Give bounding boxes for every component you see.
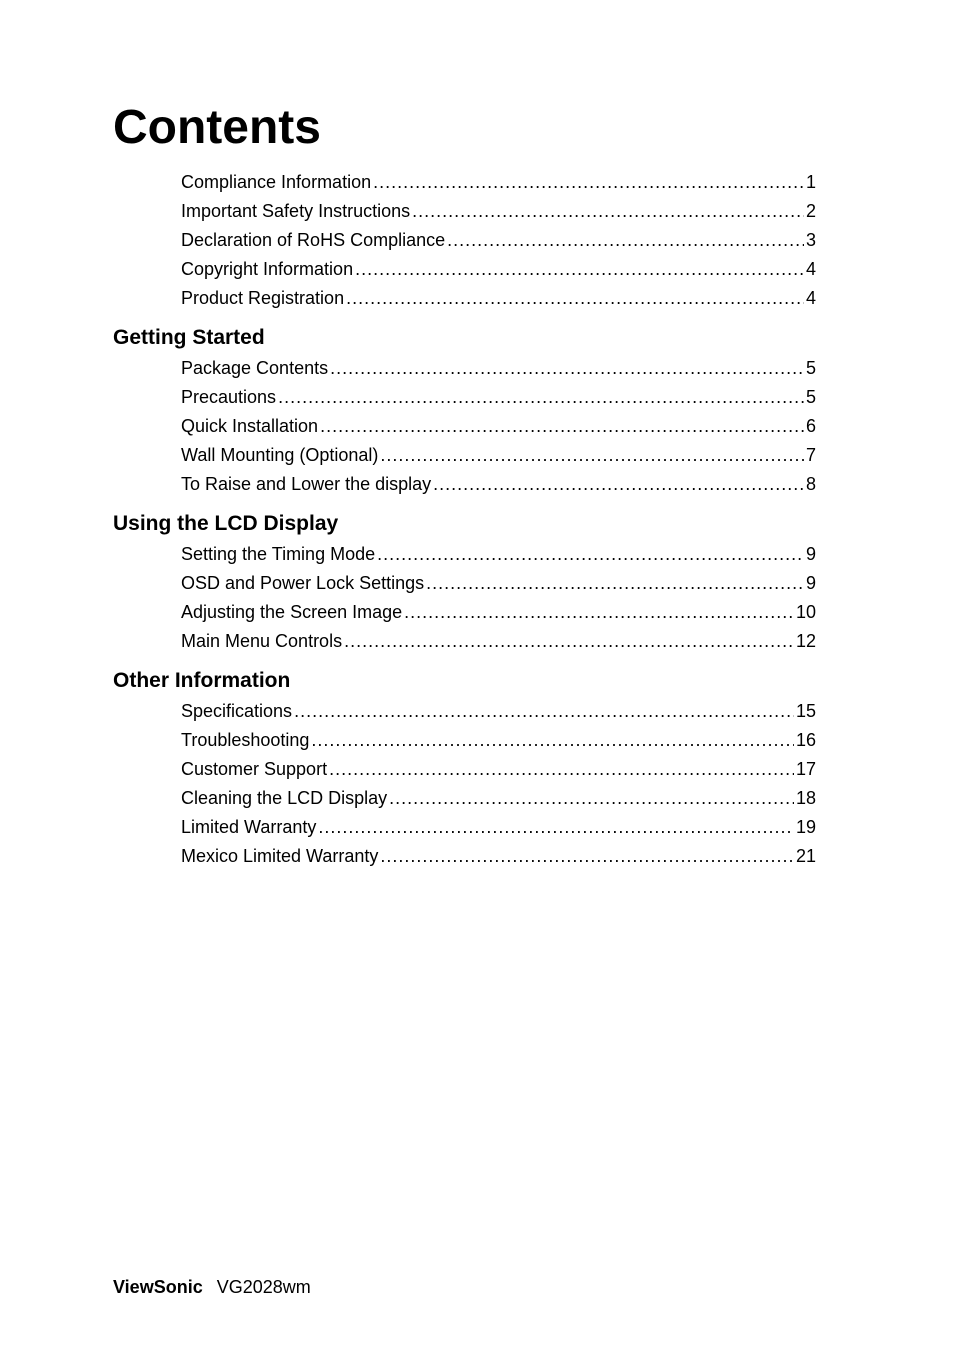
toc-entry-page: 15	[795, 701, 816, 721]
toc-entry-title: Limited Warranty	[181, 817, 317, 837]
toc-entry-mexico-limited-warranty[interactable]	[181, 842, 816, 871]
dot-leader	[311, 726, 794, 755]
toc-entry-page: 3	[805, 230, 816, 250]
toc-entry-title: OSD and Power Lock Settings	[181, 573, 425, 593]
toc-entry-title: Precautions	[181, 387, 277, 407]
toc-entry-page: 6	[805, 416, 816, 436]
page-footer	[113, 1276, 311, 1298]
dot-leader	[433, 470, 804, 499]
toc-entry-page: 10	[795, 602, 816, 622]
toc-entry-page: 9	[805, 544, 816, 564]
toc-entry-compliance-information[interactable]	[181, 168, 816, 197]
toc-entry-page: 19	[795, 817, 816, 837]
toc-entry-title: Cleaning the LCD Display	[181, 788, 388, 808]
toc-entry-page: 7	[805, 445, 816, 465]
toc-entry-title: Important Safety Instructions	[181, 201, 411, 221]
toc-entry-page: 4	[805, 259, 816, 279]
dot-leader	[278, 383, 804, 412]
toc-entry-title: Package Contents	[181, 358, 329, 378]
toc-entry-title: Troubleshooting	[181, 730, 310, 750]
dot-leader	[377, 540, 804, 569]
toc-entry-title: Main Menu Controls	[181, 631, 343, 651]
toc-section-other-information	[113, 666, 816, 871]
toc-entry-important-safety-instructions[interactable]	[181, 197, 816, 226]
toc-entry-page: 1	[805, 172, 816, 192]
toc-entry-page: 5	[805, 358, 816, 378]
toc-entry-title: Compliance Information	[181, 172, 372, 192]
toc-entry-title: Wall Mounting (Optional)	[181, 445, 379, 465]
dot-leader	[404, 598, 794, 627]
toc-entry-title: Mexico Limited Warranty	[181, 846, 379, 866]
toc-entry-page: 9	[805, 573, 816, 593]
footer-model: VG2028wm	[216, 1277, 311, 1297]
dot-leader	[412, 197, 804, 226]
toc-entry-declaration-of-rohs-compliance[interactable]	[181, 226, 816, 255]
toc-entry-quick-installation[interactable]	[181, 412, 816, 441]
dot-leader	[329, 755, 794, 784]
toc-entry-page: 4	[805, 288, 816, 308]
toc-entry-main-menu-controls[interactable]	[181, 627, 816, 656]
toc-entry-package-contents[interactable]	[181, 354, 816, 383]
toc-entry-title: Customer Support	[181, 759, 328, 779]
toc-entry-list	[113, 354, 816, 499]
toc-entry-precautions[interactable]	[181, 383, 816, 412]
section-heading: Getting Started	[113, 326, 265, 349]
toc-section-getting-started	[113, 323, 816, 499]
dot-leader	[380, 842, 794, 871]
toc-entry-title: Setting the Timing Mode	[181, 544, 376, 564]
toc-entry-adjusting-screen-image[interactable]	[181, 598, 816, 627]
dot-leader	[380, 441, 804, 470]
dot-leader	[318, 813, 794, 842]
toc-entry-limited-warranty[interactable]	[181, 813, 816, 842]
dot-leader	[373, 168, 804, 197]
toc-entry-product-registration[interactable]	[181, 284, 816, 313]
toc-entry-troubleshooting[interactable]	[181, 726, 816, 755]
toc-entry-title: To Raise and Lower the display	[181, 474, 432, 494]
toc-entry-page: 8	[805, 474, 816, 494]
dot-leader	[447, 226, 804, 255]
toc-entry-title: Quick Installation	[181, 416, 319, 436]
dot-leader	[320, 412, 804, 441]
toc-entry-osd-power-lock-settings[interactable]	[181, 569, 816, 598]
table-of-contents	[113, 168, 816, 871]
toc-entry-cleaning-lcd-display[interactable]	[181, 784, 816, 813]
section-heading: Other Information	[113, 669, 291, 692]
toc-entry-title: Product Registration	[181, 288, 345, 308]
toc-entry-list	[113, 168, 816, 313]
toc-entry-raise-lower-display[interactable]	[181, 470, 816, 499]
dot-leader	[389, 784, 794, 813]
dot-leader	[355, 255, 804, 284]
toc-entry-title: Specifications	[181, 701, 293, 721]
toc-entry-specifications[interactable]	[181, 697, 816, 726]
toc-entry-customer-support[interactable]	[181, 755, 816, 784]
toc-entry-title: Copyright Information	[181, 259, 354, 279]
toc-entry-page: 2	[805, 201, 816, 221]
toc-entry-title: Adjusting the Screen Image	[181, 602, 403, 622]
dot-leader	[426, 569, 804, 598]
section-heading: Using the LCD Display	[113, 512, 339, 535]
toc-entry-page: 18	[795, 788, 816, 808]
toc-entry-page: 5	[805, 387, 816, 407]
toc-section-using-lcd-display	[113, 509, 816, 656]
page-title: Contents	[113, 101, 321, 154]
toc-entry-setting-timing-mode[interactable]	[181, 540, 816, 569]
dot-leader	[330, 354, 804, 383]
toc-entry-list	[113, 697, 816, 871]
toc-entry-copyright-information[interactable]	[181, 255, 816, 284]
toc-entry-wall-mounting[interactable]	[181, 441, 816, 470]
toc-entry-page: 21	[795, 846, 816, 866]
toc-entry-title: Declaration of RoHS Compliance	[181, 230, 446, 250]
toc-entry-list	[113, 540, 816, 656]
footer-brand: ViewSonic	[113, 1277, 203, 1297]
dot-leader	[344, 627, 794, 656]
toc-section-front-matter	[113, 168, 816, 313]
toc-entry-page: 12	[795, 631, 816, 651]
dot-leader	[346, 284, 804, 313]
toc-entry-page: 17	[795, 759, 816, 779]
dot-leader	[294, 697, 794, 726]
toc-entry-page: 16	[795, 730, 816, 750]
